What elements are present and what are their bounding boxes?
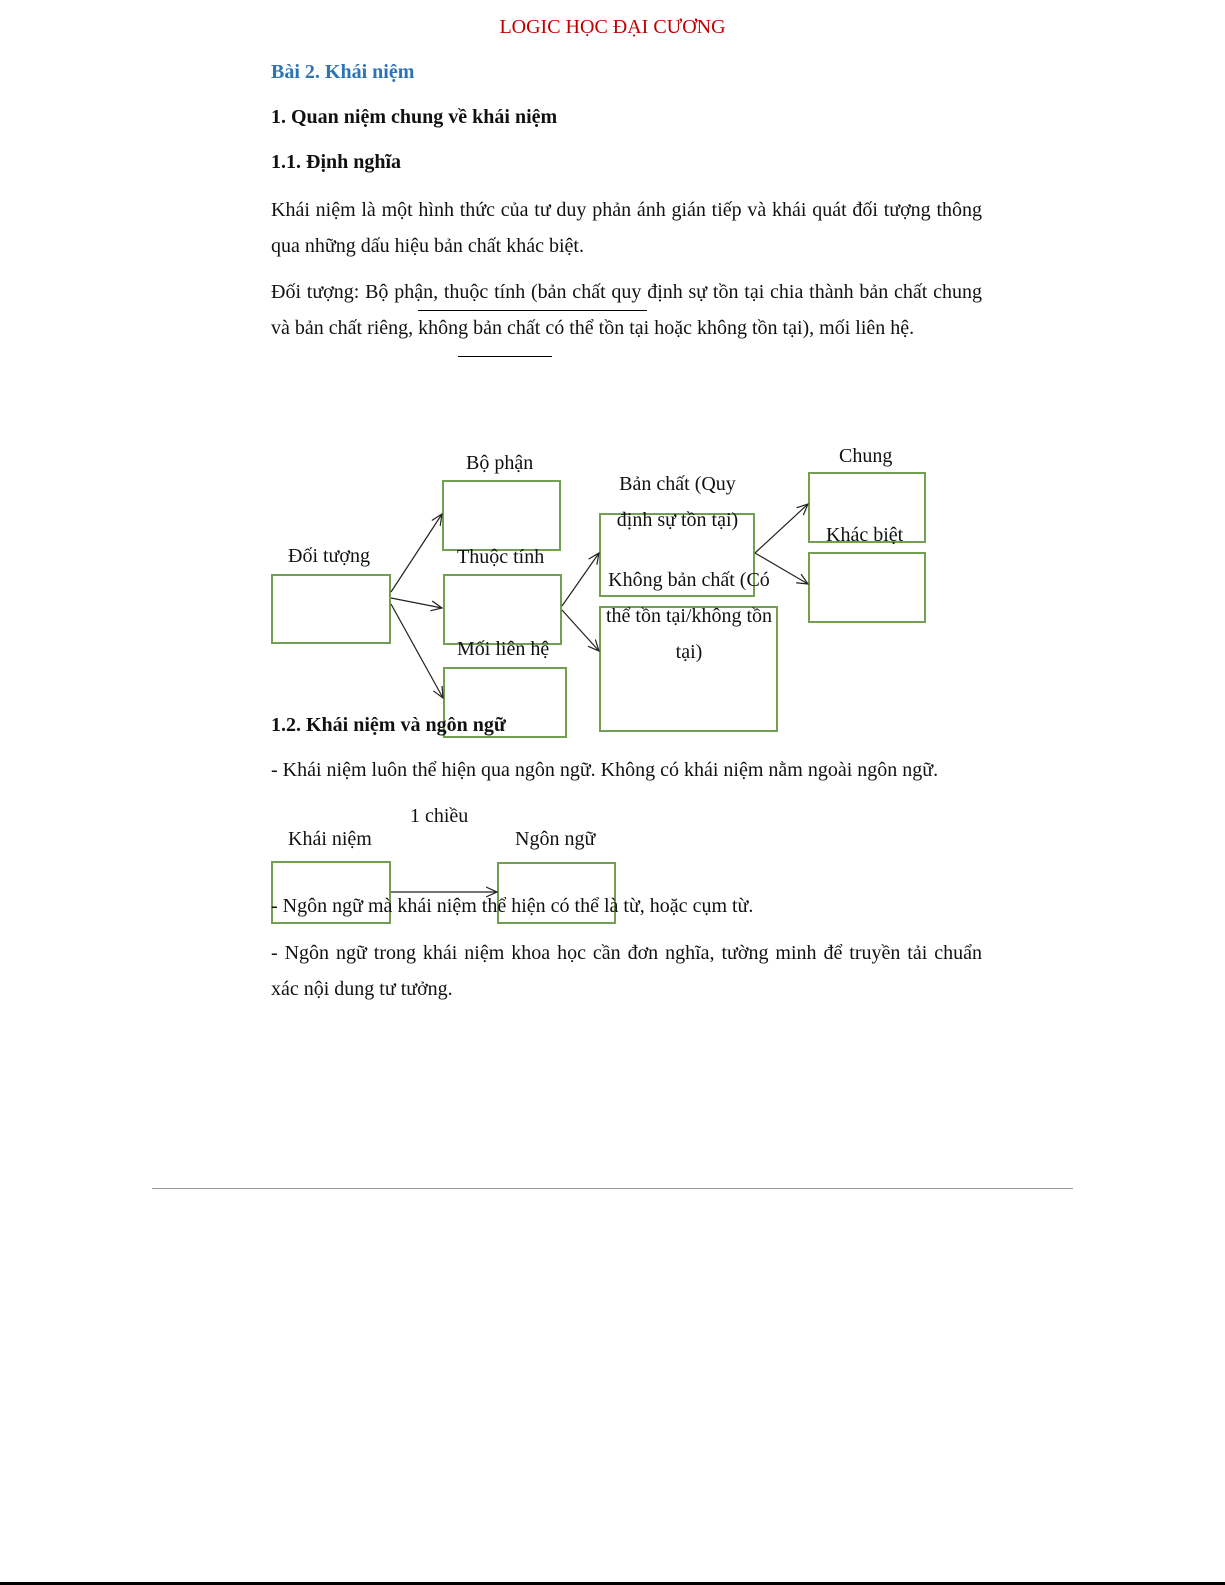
essence-label: Bản chất (Quy định sự tồn tại) [616,473,739,531]
language-label: Ngôn ngữ [515,828,596,850]
object-label: Đối tượng [288,545,370,567]
object-box [271,574,391,644]
language-point-1: - Khái niệm luôn thể hiện qua ngôn ngữ. Không có khái niệm nằm ngoài ngôn ngữ. [271,759,939,781]
language-point-3: - Ngôn ngữ trong khái niệm khoa học cần đơn nghĩa, tường minh để truyền tải chuẩn xác nội dung tư tưởng. [271,942,982,1000]
section-1-2-heading: 1.2. Khái niệm và ngôn ngữ [271,714,506,736]
distinct-label: Khác biệt [826,524,904,546]
arrow-object-to-part [391,514,442,592]
object-paragraph: Đối tượng: Bộ phận, thuộc tính (bản chất quy định sự tồn tại chia thành bản chất chung và bản chất riêng, không bản chất có thể tồn tại hoặc không tồn tại), mối liên hệ. [271,281,982,339]
section-1-1-heading: 1.1. Định nghĩa [271,151,402,173]
section-1-heading: 1. Quan niệm chung về khái niệm [271,106,558,128]
overline-rule-2 [458,356,552,357]
language-point-2: - Ngôn ngữ mà khái niệm thể hiện có thể là từ, hoặc cụm từ. [271,895,754,917]
definition-paragraph: Khái niệm là một hình thức của tư duy phản ánh gián tiếp và khái quát đối tượng thông qua những dấu hiệu bản chất khác biệt. [271,199,982,257]
attribute-label: Thuộc tính [457,546,545,568]
common-label: Chung [839,445,893,467]
overline-rule-1 [418,310,647,311]
attribute-box [443,574,562,645]
relation-label: Mối liên hệ [457,638,550,660]
part-box [442,480,561,551]
arrow-object-to-relation [391,604,443,698]
arrow-essence-to-common [755,504,808,553]
arrow-attribute-to-non-essence [562,610,599,651]
concept-label: Khái niệm [288,828,372,850]
page-footer-divider [152,1188,1073,1189]
distinct-box [808,552,926,623]
arrow-attribute-to-essence [562,553,599,606]
part-label: Bộ phận [466,452,534,474]
arrow-object-to-attribute [391,598,442,608]
header-title: LOGIC HỌC ĐẠI CƯƠNG [499,16,726,38]
lesson-title: Bài 2. Khái niệm [271,61,415,83]
non-essence-label: Không bản chất (Có thể tồn tại/không tồn tại) [605,569,773,663]
direction-label: 1 chiều [410,805,469,827]
